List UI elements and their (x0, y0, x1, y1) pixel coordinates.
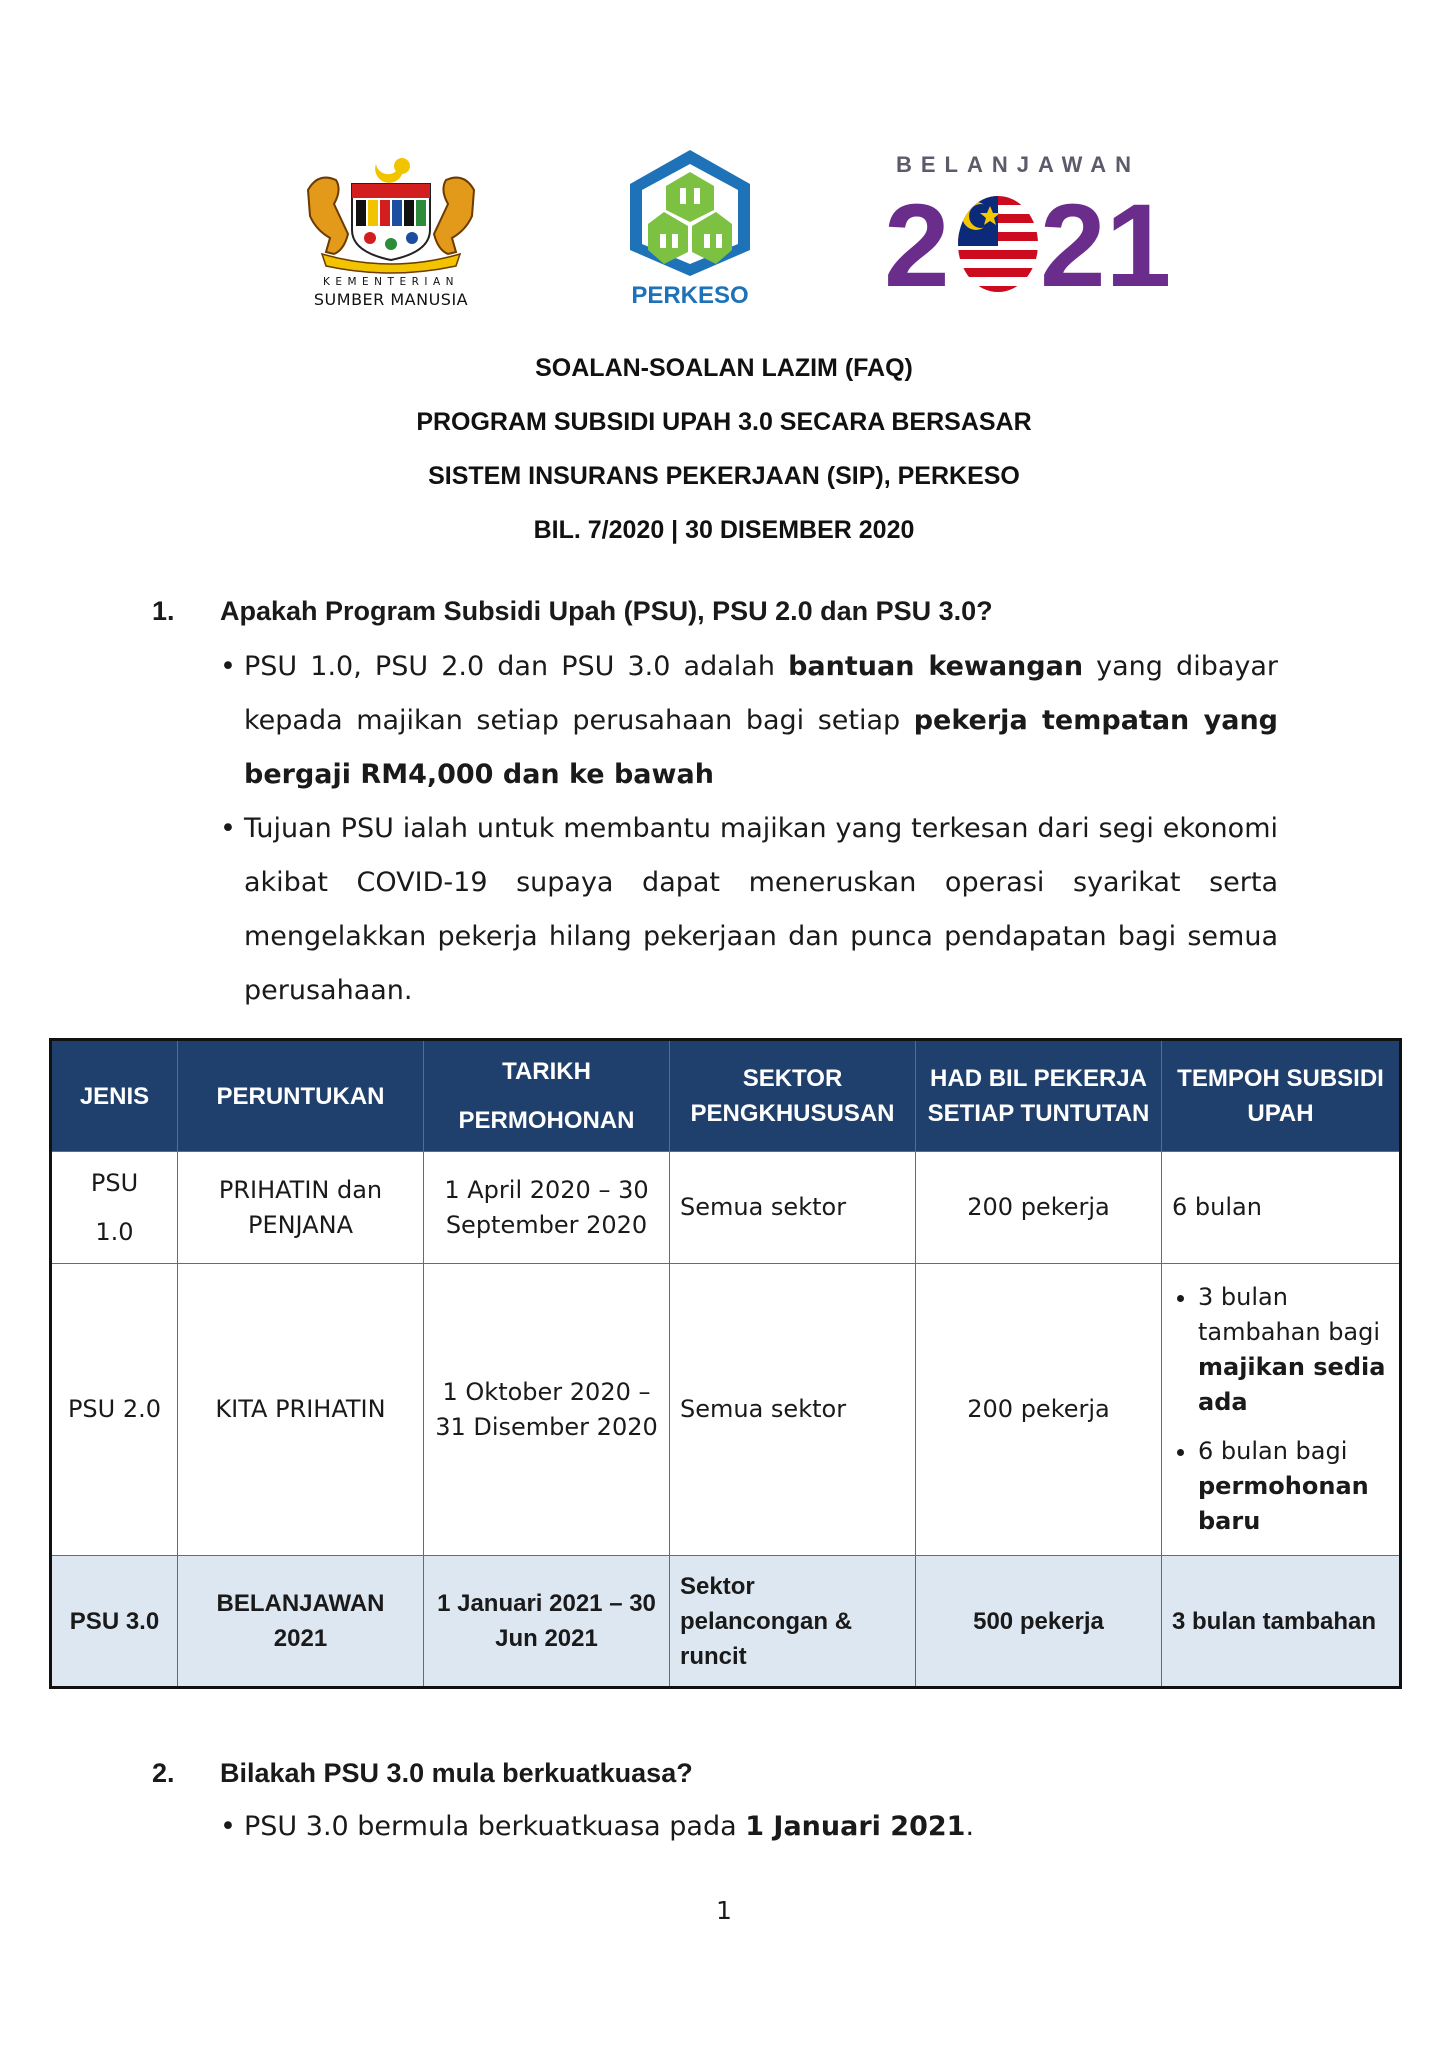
col-header-had: HAD BIL PEKERJA SETIAP TUNTUTAN (916, 1040, 1162, 1152)
cell-jenis: PSU 1.0 (51, 1152, 178, 1264)
page-number: 1 (716, 1896, 732, 1925)
cell-sektor: Semua sektor (670, 1264, 916, 1556)
cell-peruntukan: BELANJAWAN 2021 (178, 1556, 424, 1688)
ministry-name-line2: SUMBER MANUSIA (313, 290, 469, 309)
cell-peruntukan: PRIHATIN dan PENJANA (178, 1152, 424, 1264)
doc-title-line3: SISTEM INSURANS PEKERJAAN (SIP), PERKESO (428, 462, 1020, 490)
cell-jenis: PSU 2.0 (51, 1264, 178, 1556)
year-left-digit: 2 (884, 180, 950, 312)
doc-title-line2: PROGRAM SUBSIDI UPAH 3.0 SECARA BERSASAR (416, 408, 1032, 436)
coat-of-arms-icon (298, 150, 484, 274)
table-row (51, 1264, 1401, 1556)
table-row (51, 1152, 1401, 1264)
tempoh-bullet: • 3 bulan tambahan bagi majikan sedia ada (1198, 1280, 1389, 1420)
ministry-name-line1: KEMENTERIAN (322, 276, 460, 288)
perkeso-logo (618, 146, 762, 310)
cell-sektor: Sektor pelancongan & runcit (670, 1556, 916, 1688)
col-header-tarikh: TARIKH PERMOHONAN (424, 1040, 670, 1152)
cell-sektor: Semua sektor (670, 1152, 916, 1264)
cell-tarikh: 1 Oktober 2020 – 31 Disember 2020 (424, 1264, 670, 1556)
doc-title-line4: BIL. 7/2020 | 30 DISEMBER 2020 (533, 516, 915, 544)
table-header-row (51, 1040, 1401, 1152)
tempoh-bullet: • 6 bulan bagi permohonan baru (1198, 1434, 1389, 1539)
cell-jenis: PSU 3.0 (51, 1556, 178, 1688)
col-header-sektor: SEKTOR PENGKHUSUSAN (670, 1040, 916, 1152)
col-header-tempoh: TEMPOH SUBSIDI UPAH (1162, 1040, 1401, 1152)
ministry-logo (298, 150, 484, 310)
cell-had: 200 pekerja (916, 1264, 1162, 1556)
question-1-text: Apakah Program Subsidi Upah (PSU), PSU 2.0 dan PSU 3.0? (220, 596, 993, 626)
belanjawan-wordmark: BELANJAWAN (895, 152, 1140, 177)
bullet-icon: • (220, 1811, 236, 1842)
cell-tempoh (1162, 1264, 1401, 1556)
answer-1-bullet-1: • PSU 1.0, PSU 2.0 dan PSU 3.0 adalah bantuan kewangan yang dibayar kepada majikan setiap perusahaan bagi setiap pekerja tempatan yang bergaji RM4,000 dan ke bawah (220, 640, 1278, 802)
cell-peruntukan: KITA PRIHATIN (178, 1264, 424, 1556)
col-header-jenis: JENIS (51, 1040, 178, 1152)
table-row-highlighted (51, 1556, 1401, 1688)
cell-had: 200 pekerja (916, 1152, 1162, 1264)
belanjawan-2021-logo (880, 152, 1172, 312)
col-header-peruntukan: PERUNTUKAN (178, 1040, 424, 1152)
bullet-icon: • (220, 651, 236, 682)
question-1-number: 1. (152, 596, 175, 626)
answer-1-bullet-2: • Tujuan PSU ialah untuk membantu majikan yang terkesan dari segi ekonomi akibat COVID-19 supaya dapat meneruskan operasi syarikat serta mengelakkan pekerja hilang pekerjaan dan punca pendapatan bagi semua perusahaan. (220, 802, 1278, 1018)
doc-title-line1: SOALAN-SOALAN LAZIM (FAQ) (535, 354, 913, 382)
answer-2-bullet-1: • PSU 3.0 bermula berkuatkuasa pada 1 Januari 2021. (220, 1800, 1278, 1854)
question-2-answer (220, 1800, 1278, 1854)
perkeso-emblem-icon (618, 146, 762, 280)
psu-comparison-table (49, 1038, 1402, 1689)
cell-tarikh: 1 April 2020 – 30 September 2020 (424, 1152, 670, 1264)
year-2021-graphic (880, 180, 1172, 312)
question-2-text: Bilakah PSU 3.0 mula berkuatkuasa? (220, 1758, 693, 1788)
question-2-number: 2. (152, 1758, 175, 1788)
cell-had: 500 pekerja (916, 1556, 1162, 1688)
perkeso-wordmark: PERKESO (631, 282, 749, 309)
question-1-answer (220, 640, 1278, 1018)
cell-tempoh: 3 bulan tambahan (1162, 1556, 1401, 1688)
bullet-icon: • (220, 813, 236, 844)
year-right-digits: 21 (1040, 180, 1172, 312)
cell-tarikh: 1 Januari 2021 – 30 Jun 2021 (424, 1556, 670, 1688)
cell-tempoh: 6 bulan (1162, 1152, 1401, 1264)
